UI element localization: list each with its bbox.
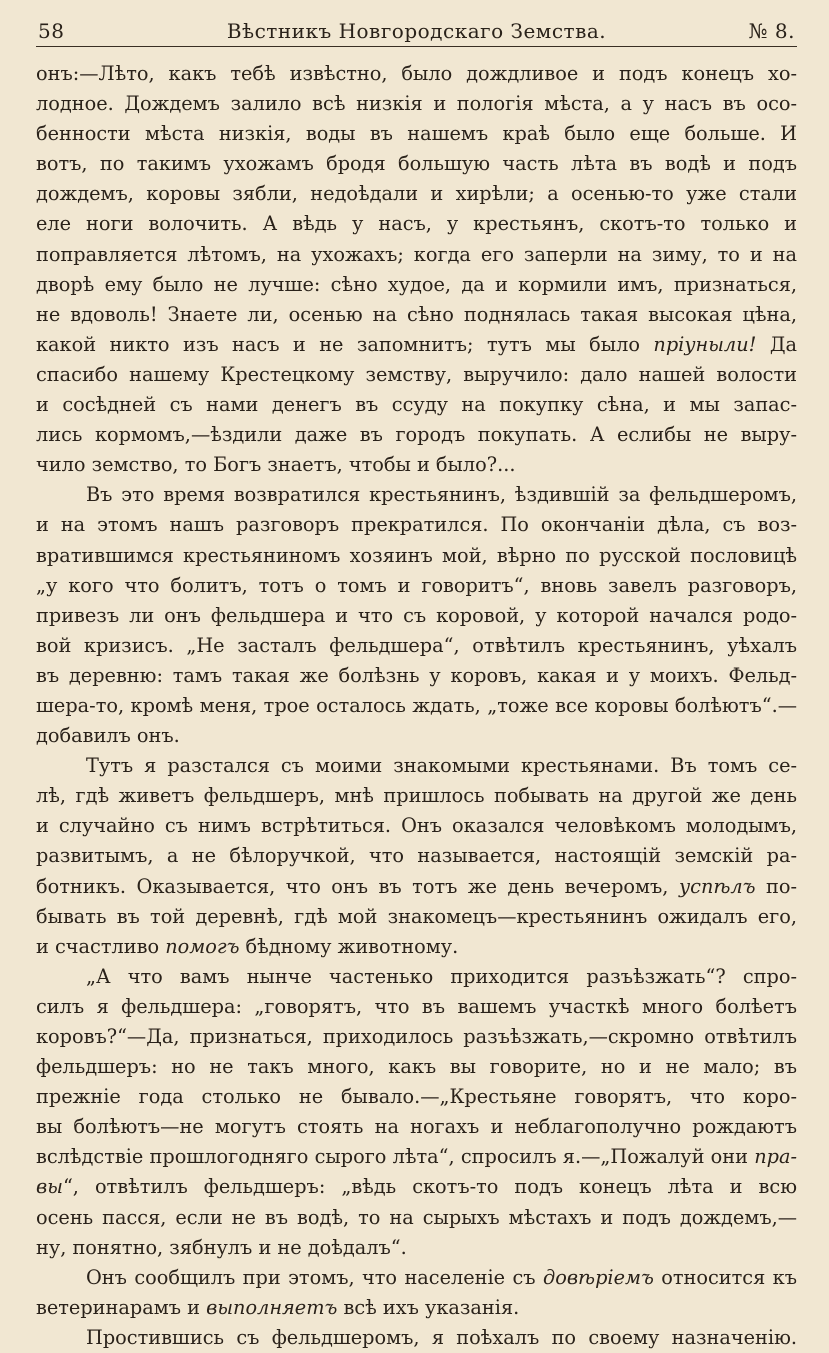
text-line: вы болѣютъ—не могутъ стоять на ногахъ и неблагополучно рождаютъ <box>36 1115 797 1139</box>
text-line: фельдшеръ: но не такъ много, какъ вы говорите, но и не мало; въ <box>36 1055 797 1079</box>
article-body <box>36 59 797 1353</box>
text-line: не вдоволь! Знаете ли, осенью на сѣно поднялась такая высокая цѣна, <box>36 302 797 326</box>
text-line: какой никто изъ насъ и не запомнитъ; тутъ мы было пріуныли! Да <box>36 332 797 356</box>
text-line: лодное. Дождемъ залило всѣ низкія и пологія мѣста, а у насъ въ осо- <box>36 92 797 116</box>
text-line: въ деревню: тамъ такая же болѣзнь у коровъ, какая и у моихъ. Фельд- <box>36 663 797 687</box>
text-line: спасибо нашему Крестецкому земству, выручило: дало нашей волости <box>36 362 797 386</box>
text-line: и на этомъ нашъ разговоръ прекратился. По окончаніи дѣла, съ воз- <box>36 513 797 537</box>
text-line: добавилъ онъ. <box>36 724 180 748</box>
text-line: ботникъ. Оказывается, что онъ въ тотъ же день вечеромъ, успѣлъ по- <box>36 874 797 898</box>
text-line: Въ это время возвратился крестьянинъ, ѣздившій за фельдшеромъ, <box>86 483 797 507</box>
text-line: бенности мѣста низкія, воды въ нашемъ краѣ было еще больше. И <box>36 122 797 146</box>
text-line: Тутъ я разстался съ моими знакомыми крестьянами. Въ томъ се- <box>86 754 797 778</box>
emphasis-text: вы <box>36 1175 63 1199</box>
text-line: лѣ, гдѣ живетъ фельдшеръ, мнѣ пришлось побывать на другой же день <box>36 784 797 808</box>
running-header <box>36 20 797 47</box>
page-number: 58 <box>38 19 65 43</box>
emphasis-text: довѣріемъ <box>543 1265 654 1289</box>
emphasis-text: выполняетъ <box>206 1295 338 1319</box>
text-line: вы“, отвѣтилъ фельдшеръ: „вѣдь скотъ-то подъ конецъ лѣта и всю <box>36 1175 797 1199</box>
text-line: „у кого что болитъ, тотъ о томъ и говоритъ“, вновь завелъ разговоръ, <box>36 573 797 597</box>
text-line: поправляется лѣтомъ, на ухожахъ; когда его заперли на зиму, то и на <box>36 242 797 266</box>
text-line: онъ:—Лѣто, какъ тебѣ извѣстно, было дождливое и подъ конецъ хо- <box>36 62 797 85</box>
text-line: дворѣ ему было не лучше: сѣно худое, да и кормили имъ, признаться, <box>36 272 797 296</box>
text-line: прежніе года столько не бывало.—„Крестьяне говорятъ, что коро- <box>36 1085 797 1109</box>
emphasis-text: успѣлъ <box>678 874 756 898</box>
text-line: коровъ?“—Да, признаться, приходилось разъѣзжать,—скромно отвѣтилъ <box>36 1025 797 1048</box>
text-line: силъ я фельдшера: „говорятъ, что въ вашемъ участкѣ много болѣетъ <box>36 994 797 1018</box>
issue-number: № 8. <box>748 19 795 43</box>
text-line: и счастливо помогъ бѣдному животному. <box>36 934 459 958</box>
text-line: еле ноги волочить. А вѣдь у насъ, у крестьянъ, скотъ-то только и <box>36 212 797 236</box>
text-line: вотъ, по такимъ ухожамъ бродя большую часть лѣта въ водѣ и подъ <box>36 152 797 176</box>
text-line: чило земство, то Богъ знаетъ, чтобы и было?... <box>36 453 516 477</box>
emphasis-text: помогъ <box>165 934 240 958</box>
text-line: развитымъ, а не бѣлоручкой, что называется, настоящій земскій ра- <box>36 844 797 868</box>
emphasis-text: пра- <box>754 1145 797 1169</box>
text-line: шера-то, кромѣ меня, трое осталось ждать, „тоже все коровы болѣютъ“.— <box>36 693 797 717</box>
text-line: дождемъ, коровы зябли, недоѣдали и хирѣли; а осенью-то уже стали <box>36 182 797 206</box>
text-line: лись кормомъ,—ѣздили даже въ городъ покупать. А еслибы не выру- <box>36 423 797 447</box>
journal-title: Вѣстникъ Новгородскаго Земства. <box>226 19 607 43</box>
text-line: вратившимся крестьяниномъ хозяинъ мой, вѣрно по русской пословицѣ <box>36 543 797 567</box>
text-line: и сосѣдней съ нами денегъ въ ссуду на покупку сѣна, и мы запас- <box>36 393 797 417</box>
text-line: привезъ ли онъ фельдшера и что съ коровой, у которой начался родо- <box>36 603 797 627</box>
emphasis-text: пріуныли! <box>653 332 757 356</box>
text-line: ветеринарамъ и выполняетъ всѣ ихъ указанія. <box>36 1295 520 1319</box>
text-line: вой кризисъ. „Не засталъ фельдшера“, отвѣтилъ крестьянинъ, уѣхалъ <box>36 633 797 657</box>
text-line: осень пасся, если не въ водѣ, то на сырыхъ мѣстахъ и подъ дождемъ,— <box>36 1205 797 1229</box>
text-line: вслѣдствіе прошлогодняго сырого лѣта“, спросилъ я.—„Пожалуй они пра- <box>36 1145 797 1169</box>
text-line: Простившись съ фельдшеромъ, я поѣхалъ по своему назначенію. <box>86 1325 797 1349</box>
text-line: и случайно съ нимъ встрѣтиться. Онъ оказался человѣкомъ молодымъ, <box>36 814 797 838</box>
text-line: Онъ сообщилъ при этомъ, что населеніе съ довѣріемъ относится къ <box>86 1265 797 1289</box>
text-line: „А что вамъ нынче частенько приходится разъѣзжать“? спро- <box>86 964 797 988</box>
text-line: бывать въ той деревнѣ, гдѣ мой знакомецъ—крестьянинъ ожидалъ его, <box>36 904 797 928</box>
text-line: ну, понятно, зябнулъ и не доѣдалъ“. <box>36 1235 407 1259</box>
